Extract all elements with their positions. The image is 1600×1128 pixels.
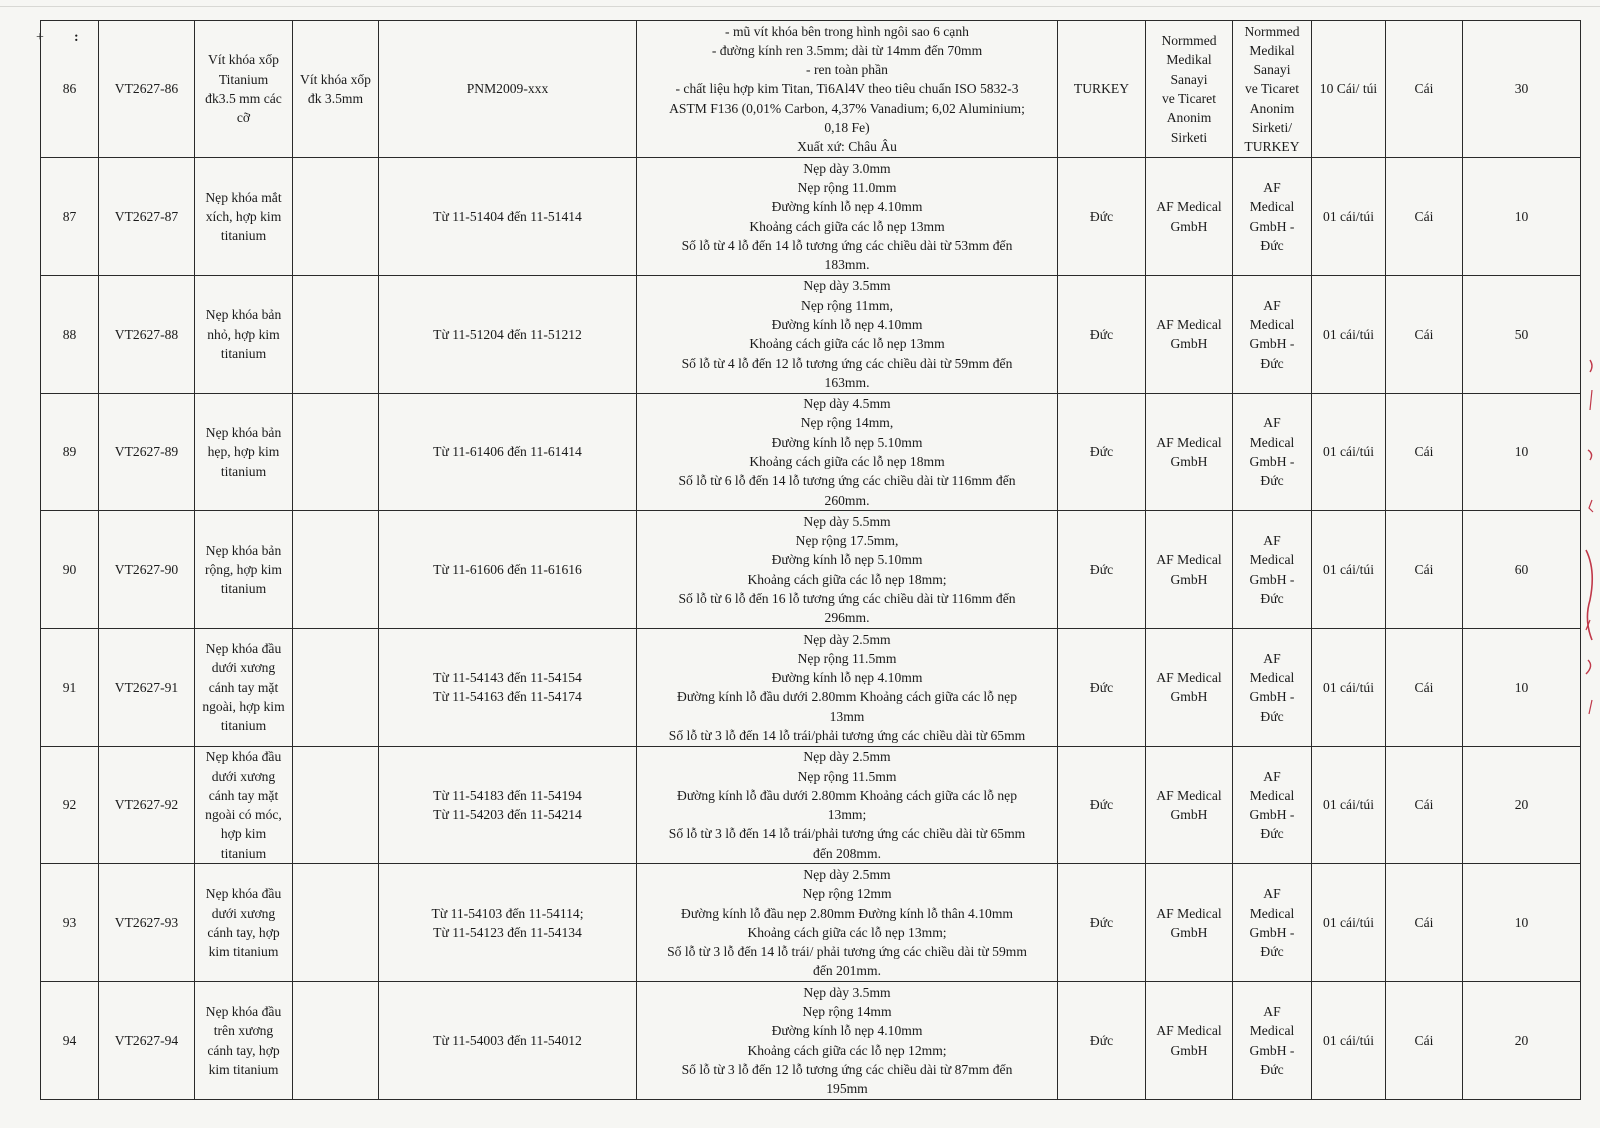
cell-item-code: VT2627-87 bbox=[99, 158, 195, 276]
cell-line: cánh tay, hợp bbox=[207, 1042, 280, 1058]
cell-owner bbox=[1233, 982, 1312, 1100]
cell-stt: 86 bbox=[41, 21, 99, 158]
cell-line: AF bbox=[1263, 650, 1281, 666]
cell-line: AF bbox=[1263, 768, 1281, 784]
cell-stt: 91 bbox=[41, 629, 99, 747]
table-row bbox=[41, 511, 1581, 629]
cell-line: Sirketi bbox=[1170, 129, 1208, 145]
spec-line: Khoảng cách giữa các lỗ nẹp 18mm bbox=[749, 453, 945, 469]
spec-line: Nẹp rộng 14mm, bbox=[800, 415, 894, 431]
cell-manufacturer bbox=[1146, 746, 1233, 864]
spec-line: Khoảng cách giữa các lỗ nẹp 13mm bbox=[749, 336, 945, 352]
table-body bbox=[41, 21, 1581, 1100]
cell-line: GmbH - bbox=[1249, 571, 1295, 587]
cell-quantity: 20 bbox=[1463, 746, 1581, 864]
cell-item-code: VT2627-88 bbox=[99, 275, 195, 393]
spec-line: Nẹp rộng 11.5mm bbox=[797, 768, 897, 784]
cell-line: GmbH - bbox=[1249, 336, 1295, 352]
cell-line: Đức bbox=[1260, 473, 1284, 489]
cell-line: Đức bbox=[1260, 237, 1284, 253]
cell-owner bbox=[1233, 746, 1312, 864]
cell-item-name bbox=[195, 864, 293, 982]
cell-line: cánh tay mặt bbox=[208, 787, 279, 803]
cell-line: GmbH bbox=[1170, 689, 1208, 705]
cell-specification bbox=[637, 746, 1058, 864]
spec-line: Nẹp rộng 17.5mm, bbox=[795, 533, 899, 549]
cell-line: Medikal bbox=[1249, 42, 1295, 58]
spec-line: 195mm bbox=[826, 1081, 868, 1097]
cell-unit: Cái bbox=[1386, 511, 1463, 629]
spec-line: 163mm. bbox=[824, 374, 870, 390]
cell-line: Sirketi/ bbox=[1251, 120, 1293, 136]
cell-line: Từ 11-54163 đến 11-54174 bbox=[433, 689, 582, 705]
cell-item-name bbox=[195, 393, 293, 511]
spec-line: Nẹp rộng 11.5mm bbox=[797, 650, 897, 666]
cell-model bbox=[379, 158, 637, 276]
spec-line: 183mm. bbox=[824, 257, 870, 273]
page-edge-line bbox=[0, 6, 1600, 7]
cell-specification bbox=[637, 158, 1058, 276]
spec-line: 296mm. bbox=[824, 610, 870, 626]
spec-line: Nẹp rộng 11mm, bbox=[801, 297, 893, 313]
cell-line: AF bbox=[1263, 415, 1281, 431]
cell-item-name bbox=[195, 982, 293, 1100]
cell-manufacturer bbox=[1146, 629, 1233, 747]
cell-line: Medical bbox=[1249, 905, 1295, 921]
cell-line: AF bbox=[1263, 179, 1281, 195]
cell-line: đk3.5 mm các bbox=[205, 91, 282, 107]
cell-line: dưới xương bbox=[211, 905, 276, 921]
cell-line: Anonim bbox=[1166, 110, 1212, 126]
cell-line: Normmed bbox=[1244, 23, 1300, 39]
cell-packing: 01 cái/túi bbox=[1312, 629, 1386, 747]
cell-specification bbox=[637, 511, 1058, 629]
cell-quantity: 10 bbox=[1463, 158, 1581, 276]
spec-line: Nẹp dày 2.5mm bbox=[803, 631, 891, 647]
spec-line: Khoảng cách giữa các lỗ nẹp 18mm; bbox=[747, 571, 947, 587]
cell-line: Medikal bbox=[1166, 52, 1212, 68]
cell-manufacturer bbox=[1146, 275, 1233, 393]
red-stamp-fragment bbox=[1562, 350, 1598, 750]
spec-line: 260mm. bbox=[824, 492, 870, 508]
cell-packing: 01 cái/túi bbox=[1312, 275, 1386, 393]
table-row bbox=[41, 864, 1581, 982]
cell-short-name bbox=[293, 21, 379, 158]
cell-line: titanium bbox=[220, 845, 267, 861]
cell-specification bbox=[637, 629, 1058, 747]
spec-line: Nẹp rộng 11.0mm bbox=[797, 179, 897, 195]
spec-line: Đường kính lỗ nẹp 4.10mm bbox=[771, 199, 923, 215]
cell-line: dưới xương bbox=[211, 768, 276, 784]
cell-line: cánh tay mặt bbox=[208, 679, 279, 695]
cell-line: Từ 11-61406 đến 11-61414 bbox=[433, 444, 582, 460]
cell-line: AF Medical bbox=[1156, 199, 1222, 215]
cell-item-code: VT2627-93 bbox=[99, 864, 195, 982]
cell-line: Nẹp khóa đầu bbox=[205, 886, 282, 902]
cell-quantity: 10 bbox=[1463, 629, 1581, 747]
table-row bbox=[41, 982, 1581, 1100]
cell-line: Từ 11-54103 đến 11-54114; bbox=[431, 905, 584, 921]
cell-owner bbox=[1233, 629, 1312, 747]
cell-country: Đức bbox=[1058, 982, 1146, 1100]
cell-short-name bbox=[293, 511, 379, 629]
cell-short-name bbox=[293, 629, 379, 747]
cell-short-name bbox=[293, 158, 379, 276]
spec-line: Khoảng cách giữa các lỗ nẹp 13mm; bbox=[747, 924, 947, 940]
cell-model bbox=[379, 21, 637, 158]
cell-item-code: VT2627-89 bbox=[99, 393, 195, 511]
cell-specification bbox=[637, 21, 1058, 158]
cell-model bbox=[379, 511, 637, 629]
cell-specification bbox=[637, 982, 1058, 1100]
spec-line: Nẹp dày 3.5mm bbox=[803, 984, 891, 1000]
cell-item-name bbox=[195, 158, 293, 276]
cell-line: Đức bbox=[1260, 1061, 1284, 1077]
spec-line: Nẹp dày 2.5mm bbox=[803, 866, 891, 882]
spec-line: Đường kính lỗ nẹp 4.10mm bbox=[771, 1023, 923, 1039]
spec-line: Đường kính lỗ nẹp 4.10mm bbox=[771, 316, 923, 332]
cell-line: Medical bbox=[1249, 670, 1295, 686]
cell-stt: 89 bbox=[41, 393, 99, 511]
cell-country: Đức bbox=[1058, 158, 1146, 276]
cell-line: Đức bbox=[1260, 826, 1284, 842]
cell-line: Sanayi bbox=[1170, 71, 1208, 87]
spec-line: Số lỗ từ 4 lỗ đến 14 lỗ tương ứng các chiều dài từ 53mm đến bbox=[681, 237, 1013, 253]
cell-short-name bbox=[293, 864, 379, 982]
cell-line: ve Ticaret bbox=[1245, 81, 1299, 97]
cell-line: PNM2009-xxx bbox=[466, 81, 549, 97]
cell-line: Medical bbox=[1249, 1023, 1295, 1039]
cell-stt: 92 bbox=[41, 746, 99, 864]
spec-line: Số lỗ từ 3 lỗ đến 14 lỗ trái/phải tương ứng các chiều dài từ 65mm bbox=[668, 826, 1026, 842]
cell-manufacturer bbox=[1146, 864, 1233, 982]
cell-manufacturer bbox=[1146, 158, 1233, 276]
cell-unit: Cái bbox=[1386, 158, 1463, 276]
cell-model bbox=[379, 275, 637, 393]
cell-line: Medical bbox=[1249, 552, 1295, 568]
cell-line: Từ 11-54003 đến 11-54012 bbox=[433, 1032, 582, 1048]
cell-line: Normmed bbox=[1161, 33, 1217, 49]
cell-item-name bbox=[195, 511, 293, 629]
cell-line: titanium bbox=[220, 228, 267, 244]
cell-owner bbox=[1233, 864, 1312, 982]
spec-line: Nẹp dày 2.5mm bbox=[803, 749, 891, 765]
cell-line: Từ 11-54183 đến 11-54194 bbox=[433, 787, 582, 803]
cell-line: GmbH bbox=[1170, 453, 1208, 469]
cell-line: titanium bbox=[220, 718, 267, 734]
spec-line: Khoảng cách giữa các lỗ nẹp 13mm bbox=[749, 218, 945, 234]
spec-line: Đường kính lỗ đầu dưới 2.80mm Khoảng cách giữa các lỗ nẹp bbox=[677, 787, 1017, 803]
spec-line: Đường kính lỗ nẹp 5.10mm bbox=[771, 552, 923, 568]
cell-line: Anonim bbox=[1249, 100, 1295, 116]
cell-line: xích, hợp kim bbox=[205, 208, 282, 224]
colon-mark: : bbox=[74, 30, 79, 45]
cell-unit: Cái bbox=[1386, 864, 1463, 982]
spec-line: Số lỗ từ 4 lỗ đến 12 lỗ tương ứng các chiều dài từ 59mm đến bbox=[681, 355, 1013, 371]
cell-line: AF Medical bbox=[1156, 316, 1222, 332]
cell-country: Đức bbox=[1058, 864, 1146, 982]
cell-line: Từ 11-51404 đến 11-51414 bbox=[433, 208, 582, 224]
cell-line: GmbH bbox=[1170, 807, 1208, 823]
cell-line: AF bbox=[1263, 297, 1281, 313]
cell-country: Đức bbox=[1058, 746, 1146, 864]
cell-line: GmbH - bbox=[1249, 218, 1295, 234]
cell-model bbox=[379, 629, 637, 747]
cell-line: Đức bbox=[1260, 590, 1284, 606]
cell-line: Nẹp khóa đầu bbox=[205, 641, 282, 657]
cell-line: Nẹp khóa mắt bbox=[205, 189, 282, 205]
cell-line: Nẹp khóa đầu bbox=[205, 749, 282, 765]
cell-short-name bbox=[293, 746, 379, 864]
cell-line: ngoài, hợp kim bbox=[202, 699, 285, 715]
cell-quantity: 10 bbox=[1463, 864, 1581, 982]
cell-packing: 01 cái/túi bbox=[1312, 982, 1386, 1100]
cell-country: Đức bbox=[1058, 629, 1146, 747]
cell-line: GmbH bbox=[1170, 571, 1208, 587]
cell-owner bbox=[1233, 158, 1312, 276]
cell-specification bbox=[637, 275, 1058, 393]
table-row bbox=[41, 21, 1581, 158]
cell-line: trên xương bbox=[213, 1023, 274, 1039]
spec-line: Nẹp dày 3.5mm bbox=[803, 278, 891, 294]
cell-packing: 01 cái/túi bbox=[1312, 511, 1386, 629]
cell-line: AF bbox=[1263, 1004, 1281, 1019]
equipment-table bbox=[40, 20, 1581, 1100]
spec-line: đến 201mm. bbox=[813, 963, 881, 979]
cell-line: dưới xương bbox=[211, 660, 276, 676]
spec-line: 13mm; bbox=[827, 807, 867, 823]
cell-line: Medical bbox=[1249, 787, 1295, 803]
cell-line: Đức bbox=[1260, 944, 1284, 960]
spec-line: Nẹp rộng 14mm bbox=[802, 1004, 892, 1019]
cell-line: Medical bbox=[1249, 434, 1295, 450]
cell-unit: Cái bbox=[1386, 393, 1463, 511]
cell-line: Titanium bbox=[218, 71, 269, 87]
spec-line: đến 208mm. bbox=[813, 845, 881, 861]
cell-line: Medical bbox=[1249, 199, 1295, 215]
cell-line: rộng, hợp kim bbox=[204, 562, 283, 578]
cell-line: GmbH bbox=[1170, 218, 1208, 234]
cell-item-name bbox=[195, 746, 293, 864]
spec-line: Đường kính lỗ nẹp 4.10mm bbox=[771, 670, 923, 686]
spec-line: 0,18 Fe) bbox=[824, 120, 870, 136]
spec-line: Số lỗ từ 6 lỗ đến 16 lỗ tương ứng các chiều dài từ 116mm đến bbox=[678, 590, 1016, 606]
spec-line: Nẹp dày 5.5mm bbox=[803, 513, 891, 529]
cell-line: AF Medical bbox=[1156, 670, 1222, 686]
spec-line: Nẹp dày 4.5mm bbox=[803, 396, 891, 412]
cell-line: Từ 11-54143 đến 11-54154 bbox=[433, 670, 582, 686]
cell-line: hẹp, hợp kim bbox=[207, 444, 280, 460]
spec-line: - mũ vít khóa bên trong hình ngôi sao 6 cạnh bbox=[725, 23, 969, 39]
cell-line: Đức bbox=[1260, 355, 1284, 371]
cell-country: Đức bbox=[1058, 393, 1146, 511]
cell-line: Vít khóa xốp bbox=[208, 52, 279, 68]
cell-line: AF Medical bbox=[1156, 552, 1222, 568]
cell-item-code: VT2627-90 bbox=[99, 511, 195, 629]
cell-item-code: VT2627-94 bbox=[99, 982, 195, 1100]
cell-line: GmbH - bbox=[1249, 1042, 1295, 1058]
cell-item-code: VT2627-91 bbox=[99, 629, 195, 747]
cell-line: cỡ bbox=[236, 110, 251, 126]
spec-line: Nẹp dày 3.0mm bbox=[803, 160, 891, 176]
cell-stt: 88 bbox=[41, 275, 99, 393]
cell-manufacturer bbox=[1146, 393, 1233, 511]
cell-line: AF Medical bbox=[1156, 434, 1222, 450]
cell-line: cánh tay, hợp bbox=[207, 924, 280, 940]
cell-owner bbox=[1233, 275, 1312, 393]
cell-line: Từ 11-51204 đến 11-51212 bbox=[433, 326, 582, 342]
cell-line: GmbH - bbox=[1249, 924, 1295, 940]
spec-line: - đường kính ren 3.5mm; dài từ 14mm đến 70mm bbox=[711, 42, 983, 58]
cell-line: GmbH - bbox=[1249, 807, 1295, 823]
spec-line: Số lỗ từ 3 lỗ đến 14 lỗ trái/ phải tương ứng các chiều dài từ 59mm bbox=[667, 944, 1027, 960]
table-row bbox=[41, 275, 1581, 393]
cell-line: GmbH bbox=[1170, 924, 1208, 940]
cell-line: Nẹp khóa bản bbox=[205, 307, 282, 323]
cell-line: đk 3.5mm bbox=[307, 91, 364, 107]
cell-manufacturer bbox=[1146, 21, 1233, 158]
cell-manufacturer bbox=[1146, 982, 1233, 1100]
cell-line: ve Ticaret bbox=[1162, 91, 1216, 107]
cell-quantity: 20 bbox=[1463, 982, 1581, 1100]
spec-line: - chất liệu hợp kim Titan, Ti6Al4V theo tiêu chuẩn ISO 5832-3 bbox=[675, 81, 1019, 97]
cell-short-name bbox=[293, 275, 379, 393]
cell-line: Nẹp khóa bản bbox=[205, 542, 282, 558]
cell-short-name bbox=[293, 393, 379, 511]
cell-model bbox=[379, 982, 637, 1100]
spec-line: Đường kính lỗ đầu nẹp 2.80mm Đường kính lỗ thân 4.10mm bbox=[681, 905, 1013, 921]
table-row bbox=[41, 629, 1581, 747]
cell-unit: Cái bbox=[1386, 746, 1463, 864]
cell-specification bbox=[637, 393, 1058, 511]
cell-item-name bbox=[195, 275, 293, 393]
cell-unit: Cái bbox=[1386, 21, 1463, 158]
cell-model bbox=[379, 746, 637, 864]
cell-model bbox=[379, 393, 637, 511]
corner-mark: + bbox=[36, 30, 44, 45]
spec-line: Nẹp rộng 12mm bbox=[802, 886, 892, 902]
spec-line: ASTM F136 (0,01% Carbon, 4,37% Vanadium; 6,02 Aluminium; bbox=[669, 100, 1025, 116]
cell-line: Đức bbox=[1260, 708, 1284, 724]
cell-quantity: 30 bbox=[1463, 21, 1581, 158]
table-row bbox=[41, 158, 1581, 276]
cell-line: AF Medical bbox=[1156, 1023, 1222, 1039]
cell-quantity: 60 bbox=[1463, 511, 1581, 629]
cell-country: TURKEY bbox=[1058, 21, 1146, 158]
cell-packing: 01 cái/túi bbox=[1312, 393, 1386, 511]
cell-line: Nẹp khóa bản bbox=[205, 425, 282, 441]
cell-unit: Cái bbox=[1386, 982, 1463, 1100]
cell-line: ngoài có móc, bbox=[205, 807, 282, 823]
cell-line: titanium bbox=[220, 581, 267, 597]
spec-line: - ren toàn phần bbox=[806, 62, 888, 78]
cell-line: kim titanium bbox=[208, 1061, 279, 1077]
spec-line: Số lỗ từ 6 lỗ đến 14 lỗ tương ứng các chiều dài từ 116mm đến bbox=[678, 473, 1016, 489]
cell-line: Nẹp khóa đầu bbox=[205, 1004, 282, 1019]
cell-line: AF bbox=[1263, 886, 1281, 902]
cell-packing: 01 cái/túi bbox=[1312, 864, 1386, 982]
cell-country: Đức bbox=[1058, 511, 1146, 629]
cell-line: AF Medical bbox=[1156, 905, 1222, 921]
cell-item-code: VT2627-86 bbox=[99, 21, 195, 158]
cell-line: Từ 11-54203 đến 11-54214 bbox=[433, 807, 582, 823]
cell-packing: 01 cái/túi bbox=[1312, 746, 1386, 864]
cell-owner bbox=[1233, 511, 1312, 629]
cell-line: GmbH - bbox=[1249, 453, 1295, 469]
cell-packing: 01 cái/túi bbox=[1312, 158, 1386, 276]
cell-item-code: VT2627-92 bbox=[99, 746, 195, 864]
spec-line: Số lỗ từ 3 lỗ đến 14 lỗ trái/phải tương ứng các chiều dài từ 65mm bbox=[668, 728, 1026, 743]
table-row bbox=[41, 746, 1581, 864]
cell-line: titanium bbox=[220, 463, 267, 479]
cell-stt: 94 bbox=[41, 982, 99, 1100]
cell-line: Từ 11-54123 đến 11-54134 bbox=[433, 924, 582, 940]
cell-country: Đức bbox=[1058, 275, 1146, 393]
spec-line: Xuất xứ: Châu Âu bbox=[797, 139, 897, 155]
cell-owner bbox=[1233, 21, 1312, 158]
cell-line: AF bbox=[1263, 533, 1281, 549]
cell-unit: Cái bbox=[1386, 275, 1463, 393]
cell-line: GmbH - bbox=[1249, 689, 1295, 705]
spec-line: Khoảng cách giữa các lỗ nẹp 12mm; bbox=[747, 1042, 947, 1058]
spec-line: Đường kính lỗ đầu dưới 2.80mm Khoảng cách giữa các lỗ nẹp bbox=[677, 689, 1017, 705]
cell-line: Từ 11-61606 đến 11-61616 bbox=[433, 562, 582, 578]
cell-short-name bbox=[293, 982, 379, 1100]
cell-line: AF Medical bbox=[1156, 787, 1222, 803]
spec-line: Đường kính lỗ nẹp 5.10mm bbox=[771, 434, 923, 450]
cell-line: GmbH bbox=[1170, 336, 1208, 352]
cell-line: Sanayi bbox=[1253, 62, 1291, 78]
cell-line: hợp kim bbox=[220, 826, 267, 842]
spec-line: Số lỗ từ 3 lỗ đến 12 lỗ tương ứng các chiều dài từ 87mm đến bbox=[681, 1061, 1013, 1077]
cell-item-name bbox=[195, 21, 293, 158]
cell-line: nhỏ, hợp kim bbox=[207, 326, 280, 342]
cell-line: GmbH bbox=[1170, 1042, 1208, 1058]
cell-specification bbox=[637, 864, 1058, 982]
cell-packing: 10 Cái/ túi bbox=[1312, 21, 1386, 158]
cell-item-name bbox=[195, 629, 293, 747]
cell-unit: Cái bbox=[1386, 629, 1463, 747]
cell-manufacturer bbox=[1146, 511, 1233, 629]
cell-quantity: 50 bbox=[1463, 275, 1581, 393]
cell-quantity: 10 bbox=[1463, 393, 1581, 511]
cell-stt: 87 bbox=[41, 158, 99, 276]
cell-line: Medical bbox=[1249, 316, 1295, 332]
spec-line: 13mm bbox=[829, 708, 865, 724]
table-row bbox=[41, 393, 1581, 511]
cell-model bbox=[379, 864, 637, 982]
cell-line: TURKEY bbox=[1244, 139, 1300, 155]
cell-stt: 90 bbox=[41, 511, 99, 629]
cell-line: kim titanium bbox=[208, 944, 279, 960]
cell-line: titanium bbox=[220, 345, 267, 361]
cell-stt: 93 bbox=[41, 864, 99, 982]
cell-owner bbox=[1233, 393, 1312, 511]
cell-line: Vít khóa xốp bbox=[300, 71, 371, 87]
